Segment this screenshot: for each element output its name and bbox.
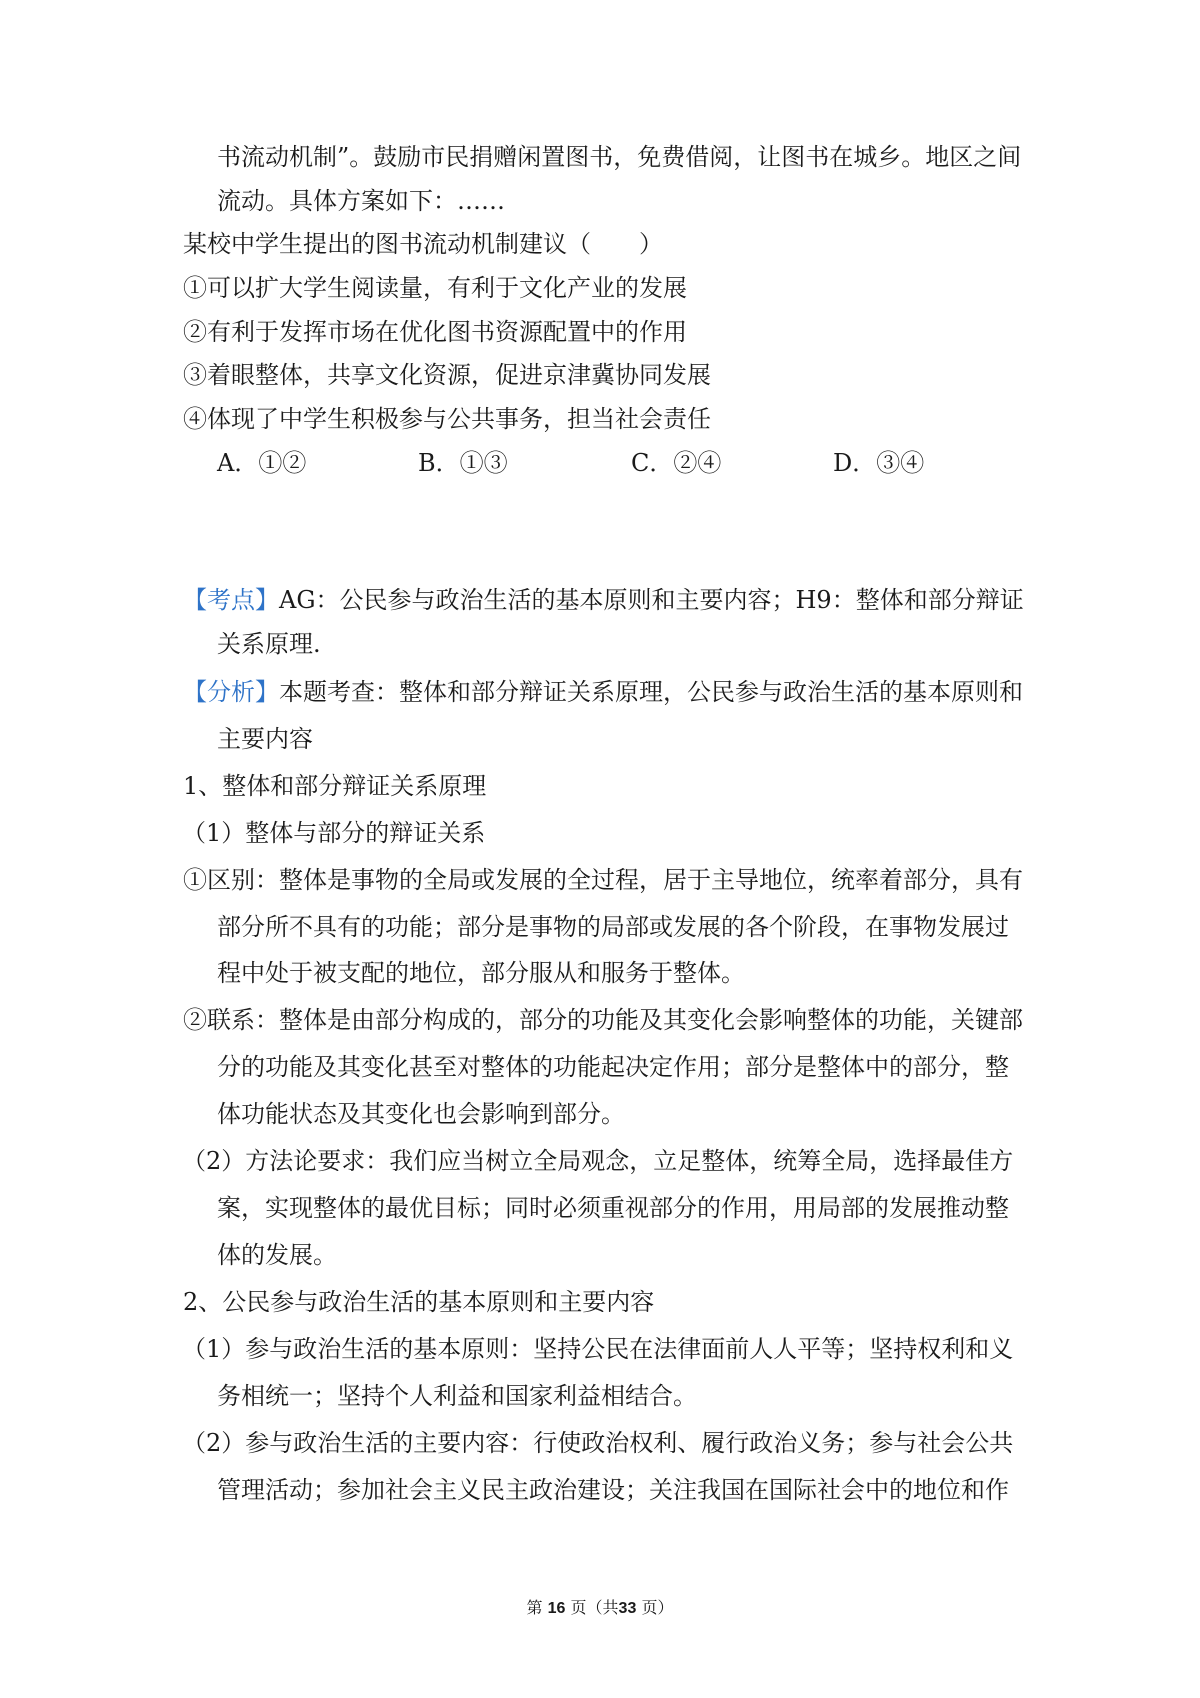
page-footer: 第 16 页（共33 页） xyxy=(526,1598,674,1617)
methodology-line: （2）方法论要求：我们应当树立全局观念，立足整体，统筹全局，选择最佳方 xyxy=(182,1147,1014,1175)
connection-line: 分的功能及其变化甚至对整体的功能起决定作用；部分是整体中的部分，整 xyxy=(217,1053,1009,1081)
fenxi-tag: 【分析】 xyxy=(183,678,279,706)
content-line: （2）参与政治生活的主要内容：行使政治权利、履行政治义务；参与社会公共 xyxy=(182,1429,1014,1457)
kaodian-line xyxy=(183,585,1024,615)
kaodian-line-2: 关系原理. xyxy=(217,630,321,658)
methodology-line: 体的发展。 xyxy=(217,1241,337,1269)
fenxi-line xyxy=(183,677,1023,707)
section-2-title: 2、公民参与政治生活的基本原则和主要内容 xyxy=(183,1288,655,1316)
option-d: D．③④ xyxy=(833,449,925,477)
statement-3: ③着眼整体，共享文化资源，促进京津冀协同发展 xyxy=(183,361,711,389)
kaodian-text: AG：公民参与政治生活的基本原则和主要内容；H9：整体和部分辩证 xyxy=(279,586,1024,614)
statement-2: ②有利于发挥市场在优化图书资源配置中的作用 xyxy=(183,318,687,346)
distinction-line: 部分所不具有的功能；部分是事物的局部或发展的各个阶段，在事物发展过 xyxy=(217,913,1009,941)
kaodian-tag: 【考点】 xyxy=(183,586,279,614)
statement-4: ④体现了中学生积极参与公共事务，担当社会责任 xyxy=(183,405,711,433)
principle-line: （1）参与政治生活的基本原则：坚持公民在法律面前人人平等；坚持权利和义 xyxy=(182,1335,1014,1363)
distinction-line: ①区别：整体是事物的全局或发展的全过程，居于主导地位，统率着部分，具有 xyxy=(183,866,1023,894)
option-a: A．①② xyxy=(217,449,307,477)
section-1-sub-1: （1）整体与部分的辩证关系 xyxy=(182,819,486,847)
material-line: 书流动机制”。鼓励市民捐赠闲置图书，免费借阅，让图书在城乡。地区之间 xyxy=(217,143,1022,171)
material-line: 流动。具体方案如下：…… xyxy=(217,187,505,215)
question-stem: 某校中学生提出的图书流动机制建议（ ） xyxy=(183,230,663,258)
connection-line: 体功能状态及其变化也会影响到部分。 xyxy=(217,1100,625,1128)
connection-line: ②联系：整体是由部分构成的，部分的功能及其变化会影响整体的功能，关键部 xyxy=(183,1006,1023,1034)
fenxi-text: 本题考查：整体和部分辩证关系原理，公民参与政治生活的基本原则和 xyxy=(279,678,1023,706)
principle-line: 务相统一；坚持个人利益和国家利益相结合。 xyxy=(217,1382,697,1410)
distinction-line: 程中处于被支配的地位，部分服从和服务于整体。 xyxy=(217,959,745,987)
current-page-number: 16 xyxy=(547,1600,566,1617)
section-1-title: 1、整体和部分辩证关系原理 xyxy=(183,772,487,800)
methodology-line: 案，实现整体的最优目标；同时必须重视部分的作用，用局部的发展推动整 xyxy=(217,1194,1009,1222)
option-b: B．①③ xyxy=(418,449,508,477)
total-page-number: 33 xyxy=(618,1600,637,1617)
statement-1: ①可以扩大学生阅读量，有利于文化产业的发展 xyxy=(183,274,687,302)
content-line: 管理活动；参加社会主义民主政治建设；关注我国在国际社会中的地位和作 xyxy=(217,1476,1009,1504)
option-c: C．②④ xyxy=(631,449,722,477)
fenxi-line-2: 主要内容 xyxy=(217,725,313,753)
